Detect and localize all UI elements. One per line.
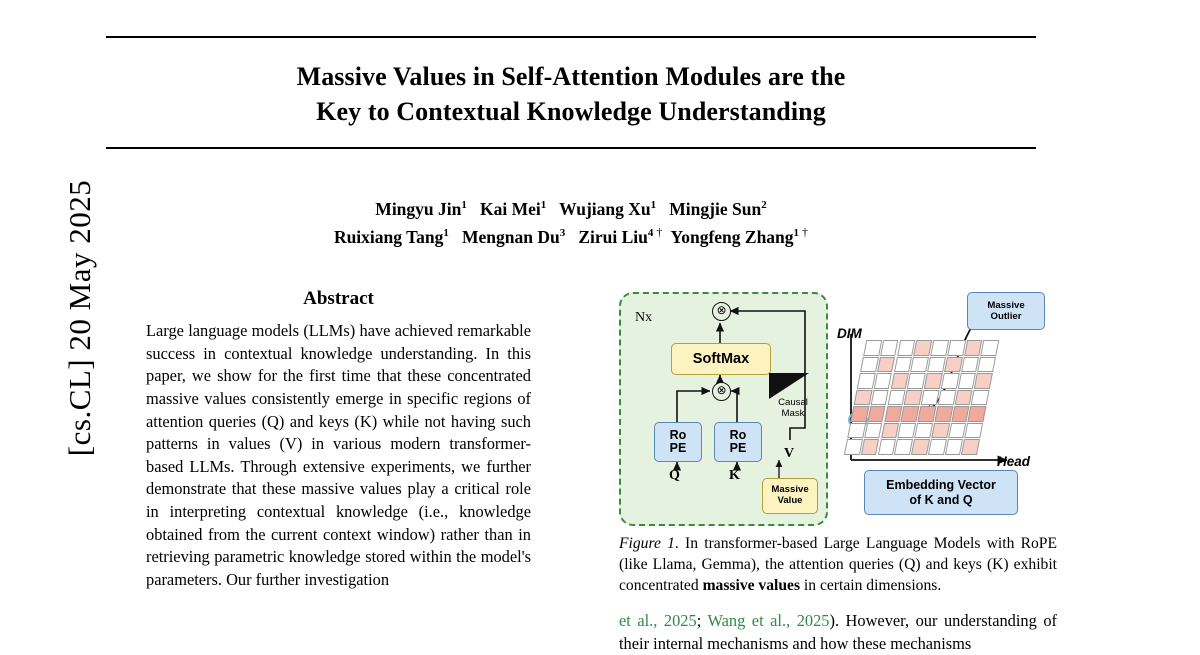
citation-link[interactable]: Wang et al., 2025 [707,611,830,630]
multiply-operator-icon: ⊗ [712,382,731,401]
embedding-grid [844,340,1019,456]
author-name: Mingjie Sun [669,199,762,219]
embedding-grid-cell [854,390,873,406]
query-label: Q [669,468,680,483]
author-list [106,196,1036,251]
embedding-grid-cell [964,340,983,356]
embedding-grid-cell [894,357,913,373]
dim-axis-label: DIM [837,326,862,341]
figure-caption-label: Figure 1 [619,535,675,552]
author-name: Mingyu Jin [375,199,462,219]
embedding-line-2: of K and Q [909,492,973,507]
author-affiliation-marker: 1 [650,199,657,212]
embedding-grid-cell [884,406,903,422]
embedding-grid-cell [958,373,977,389]
embedding-grid-cell [904,390,923,406]
embedding-grid-cell [951,406,970,422]
title-rule-bottom [106,147,1036,149]
rope-q-line-1: Ro [669,427,687,442]
embedding-grid-cell [961,439,980,455]
embedding-grid-cell [911,439,930,455]
embedding-grid-row [853,390,1008,407]
massive-outlier-line-1: Massive [987,299,1025,311]
head-axis-label: Head [997,454,1031,469]
author-name: Kai Mei [480,199,541,219]
corresponding-author-marker: † [799,225,809,240]
title-block [106,36,1036,149]
title-line-1: Massive Values in Self-Attention Modules are the [296,62,846,91]
abstract-heading: Abstract [303,288,374,309]
embedding-grid-cell [944,357,963,373]
embedding-grid-cell [965,423,984,439]
figure-caption-bold: massive values [702,576,801,594]
author-name: Yongfeng Zhang [670,226,794,247]
embedding-grid-cell [974,373,993,389]
author-name: Wujiang Xu [559,199,651,219]
softmax-box: SoftMax [671,343,771,375]
embedding-grid-cell [971,390,990,406]
author-affiliation-marker: 1 [443,227,449,240]
page-title [106,38,1036,147]
embedding-grid-cell [890,373,909,389]
author-affiliation-marker: 1 [540,199,547,212]
embedding-grid-cell [844,439,863,455]
embedding-grid-cell [981,340,1000,356]
arxiv-spine [0,0,96,648]
abstract-column [146,288,531,592]
embedding-grid-cell [961,357,980,373]
massive-outlier-callout [967,292,1045,330]
massive-value-line-1: Massive [771,484,809,496]
author-affiliation-marker: 1 [461,199,467,212]
causal-mask-triangle-icon [769,373,809,399]
author-name: Ruixiang Tang [333,226,444,247]
abstract-body: Large language models (LLMs) have achieved remarkable success in contextual knowledge understanding. In this paper, we show for the first time that these concentrated massive values consistently emerge in specific regions of attention queries (Q) and keys (K) while not having such patterns in values (V) in various modern transformer-based LLMs. Through extensive experiments, we further demonstrate that these massive values play a critical role in interpreting contextual knowledge (i.e., knowledge obtained from the current context window) rather than in retrieving parametric knowledge stored within the model's parameters. Our further investigation [146,321,531,590]
figure-caption-part-1: . In transformer-based Large Language Models with RoPE (like Llama, Gemma), the attention queries (Q) and keys (K) exhibit concentrated [619,535,1057,594]
embedding-grid-cell [934,406,953,422]
embedding-grid-cell [914,340,933,356]
embedding-grid-cell [921,390,940,406]
embedding-grid-cell [968,406,987,422]
embedding-grid-cell [931,423,950,439]
causal-mask-line-1: Causal [778,397,808,408]
embedding-grid-cell [850,406,869,422]
embedding-grid-cell [847,423,866,439]
embedding-grid-cell [864,423,883,439]
embedding-grid-cell [901,406,920,422]
author-affiliation-marker: 1 [793,227,800,240]
embedding-grid-cell [861,439,880,455]
figure-1 [619,288,1057,528]
author-affiliation-marker: 4 [647,227,654,240]
embedding-grid-cell [878,439,897,455]
causal-mask-line-2: Mask [781,407,805,419]
embedding-grid-cell [867,406,886,422]
body-text-continuation [619,610,1057,655]
embedding-grid-row [863,340,1018,357]
embedding-grid-cell [930,340,949,356]
embedding-grid-cell [881,423,900,439]
figure-caption [619,534,1057,597]
embedding-grid-cell [928,439,947,455]
key-label: K [729,468,740,483]
embedding-grid-cell [948,423,967,439]
author-line-1 [106,196,1036,223]
embedding-line-1: Embedding Vector [886,477,996,492]
embedding-grid-row [847,423,1002,440]
embedding-grid-row [850,406,1005,423]
value-label: V [784,446,795,461]
embedding-grid-cell [874,373,893,389]
embedding-grid-cell [978,357,997,373]
nx-label: Nx [635,310,653,325]
author-affiliation-marker: 3 [559,227,566,240]
embedding-grid-cell [938,390,957,406]
embedding-grid-cell [927,357,946,373]
rope-k-box [714,422,762,462]
embedding-grid-cell [894,439,913,455]
rope-q-line-2: PE [669,441,687,455]
embedding-grid-cell [897,340,916,356]
embedding-grid-cell [918,406,937,422]
massive-value-line-2: Value [777,495,803,506]
rope-q-box [654,422,702,462]
citation-link[interactable]: et al., 2025 [619,611,697,630]
paper-page [96,0,1200,653]
arxiv-identifier-text: [cs.CL] 20 May 2025 [62,179,97,457]
figure-caption-part-2: in certain dimensions. [800,576,942,594]
multiply-operator-icon: ⊗ [712,302,731,321]
author-name: Zirui Liu [578,226,648,247]
rope-k-line-2: PE [729,441,747,455]
embedding-grid-cell [954,390,973,406]
citation-separator: ; [696,611,708,630]
embedding-grid-row [860,357,1015,374]
embedding-vector-callout [864,470,1018,515]
embedding-grid-cell [877,357,896,373]
causal-mask-label [768,398,818,419]
embedding-grid-cell [945,439,964,455]
embedding-grid-row [844,439,999,456]
embedding-grid-cell [924,373,943,389]
embedding-grid-cell [907,373,926,389]
embedding-grid-cell [863,340,882,356]
massive-outlier-line-2: Outlier [990,311,1022,322]
embedding-grid-cell [870,390,889,406]
massive-value-box [762,478,818,514]
rope-k-line-1: Ro [729,427,747,442]
author-affiliation-marker: 2 [761,199,767,212]
author-line-2 [106,223,1036,251]
embedding-grid-cell [898,423,917,439]
body-text: ). However, our understanding of their internal mechanisms and how these mechanisms [619,611,1057,653]
embedding-grid-cell [947,340,966,356]
embedding-grid-cell [857,373,876,389]
embedding-grid-cell [941,373,960,389]
author-name: Mengnan Du [462,226,560,247]
figure-column [619,288,1057,653]
title-line-2: Key to Contextual Knowledge Understanding [316,96,826,126]
embedding-grid-cell [880,340,899,356]
embedding-grid-cell [910,357,929,373]
embedding-grid-cell [914,423,933,439]
corresponding-author-marker: † [653,225,663,240]
embedding-grid-cell [860,357,879,373]
embedding-grid-row [857,373,1012,390]
embedding-grid-cell [887,390,906,406]
